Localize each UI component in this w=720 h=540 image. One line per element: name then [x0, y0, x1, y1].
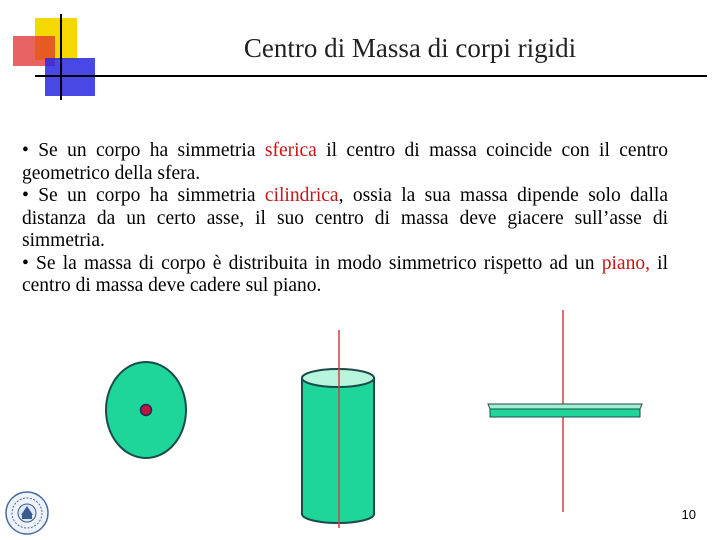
cylinder-illustration — [302, 330, 374, 528]
slab-top — [488, 404, 642, 409]
slide-body — [22, 140, 668, 298]
sphere-illustration — [106, 362, 186, 458]
page-number: 10 — [681, 507, 696, 522]
bullet-spherical: • Se un corpo ha simmetria sferica il centro di massa coincide con il centro geometrico della sfera. — [22, 140, 668, 184]
highlight-sferica: sferica — [264, 140, 317, 161]
university-seal-logo — [6, 492, 48, 534]
bullet-cylindrical: • Se un corpo ha simmetria cilindrica, ossia la sua massa dipende solo dalla distanza da un certo asse, il suo centro di massa deve giacere sull’asse di simmetria. — [22, 185, 668, 251]
highlight-piano: piano, — [601, 252, 650, 274]
slide-title: Centro di Massa di corpi rigidi — [243, 33, 577, 63]
plane-illustration — [488, 310, 642, 512]
bullet-plane: • Se la massa di corpo è distribuita in modo simmetrico rispetto ad un piano, il centro di massa deve cadere sul piano. — [22, 252, 668, 296]
blue-square-decoration — [45, 58, 95, 96]
center-of-mass-dot — [141, 405, 152, 416]
highlight-cilindrica: cilindrica — [264, 185, 339, 206]
illustrations — [0, 300, 720, 540]
slab-body — [490, 409, 640, 417]
cylinder-top — [302, 369, 374, 387]
cylinder-body — [302, 378, 374, 523]
title-underline — [35, 75, 707, 77]
vertical-rule — [60, 14, 62, 100]
